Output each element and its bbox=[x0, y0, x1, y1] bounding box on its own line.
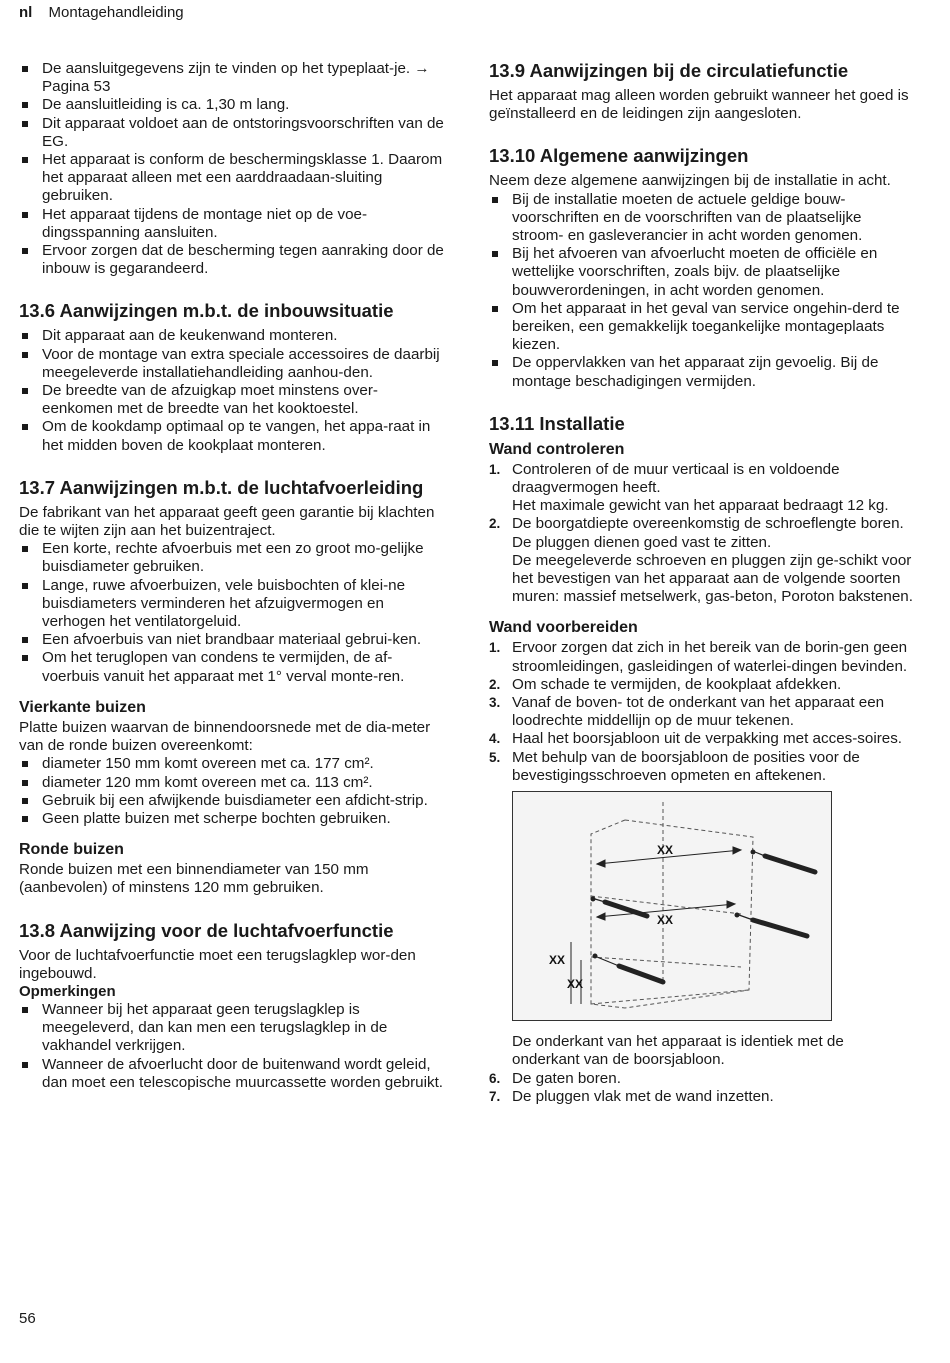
list-item: Bij de installatie moeten de actuele geldige bouw-voorschriften en de voorschriften van de plaatselijke stroom- en gasleverancier in acht worden genomen. bbox=[489, 191, 914, 246]
document-title: Montagehandleiding bbox=[48, 4, 184, 21]
list-item: Een korte, rechte afvoerbuis met een zo groot mo-gelijke buisdiameter gebruiken. bbox=[19, 540, 447, 576]
step-item bbox=[489, 1070, 914, 1088]
dimension-label: XX bbox=[657, 913, 674, 928]
step-text: De boorgatdiepte overeenkomstig de schroeflengte boren. bbox=[512, 515, 904, 533]
drill-template-drawing bbox=[513, 792, 831, 1020]
paragraph: Voor de luchtafvoerfunctie moet een terugslagklep wor-den ingebouwd. bbox=[19, 946, 416, 982]
list-item: Bij het afvoeren van afvoerlucht moeten de officiële en wettelijke voorschriften, zoals bijv. de plaatselijke bouwverordeningen, in acht worden genomen. bbox=[489, 245, 914, 300]
steps-wand-controleren bbox=[489, 461, 914, 607]
list-item: Om het apparaat in het geval van service ongehin-derd te bereiken, een gemakkelijk toegankelijke montageplaats kiezen. bbox=[489, 300, 914, 355]
list-item: Het apparaat is conform de beschermingsklasse 1. Daarom het apparaat alleen met een aarddraadaan-sluiting gebruiken. bbox=[19, 151, 447, 206]
step-text: De pluggen vlak met de wand inzetten. bbox=[512, 1087, 774, 1105]
step-note: Het maximale gewicht van het apparaat bedraagt 12 kg. bbox=[512, 497, 889, 515]
dimension-label: XX bbox=[657, 843, 674, 858]
subheading-wand-controleren: Wand controleren bbox=[489, 440, 625, 458]
left-column bbox=[19, 60, 447, 1092]
step-text: Ervoor zorgen dat zich in het bereik van de borin-gen geen stroomleidingen, gasleidingen of waterlei-dingen bevinden. bbox=[512, 639, 908, 675]
step-item bbox=[489, 730, 914, 748]
step-text: Met behulp van de boorsjabloon de posities voor de bevestigingsschroeven opmeten en aftekenen. bbox=[512, 748, 860, 784]
list-item: Geen platte buizen met scherpe bochten gebruiken. bbox=[19, 810, 447, 828]
list-item: diameter 150 mm komt overeen met ca. 177 cm². bbox=[19, 755, 447, 773]
step-text: Haal het boorsjabloon uit de verpakking met acces-soires. bbox=[512, 730, 903, 748]
steps-after-figure bbox=[489, 1070, 914, 1106]
bullet-list-13-8 bbox=[19, 1001, 447, 1092]
list-item: Wanneer bij het apparaat geen terugslagklep is meegeleverd, dan kan men een terugslagklep in de vakhandel verkrijgen. bbox=[19, 1001, 447, 1056]
step-item bbox=[489, 639, 914, 675]
subheading-wand-voorbereiden: Wand voorbereiden bbox=[489, 619, 638, 637]
step-item bbox=[489, 749, 914, 785]
step-item bbox=[489, 694, 914, 730]
right-column bbox=[489, 60, 914, 1106]
figure-caption: De onderkant van het apparaat is identiek met de onderkant van de boorsjabloon. bbox=[512, 1033, 844, 1069]
paragraph: De fabrikant van het apparaat geeft geen garantie bij klachten die te wijten zijn aan het buizentraject. bbox=[19, 503, 435, 540]
step-number: 3. bbox=[489, 695, 501, 711]
steps-wand-voorbereiden bbox=[489, 639, 914, 785]
list-item: Dit apparaat aan de keukenwand monteren. bbox=[19, 327, 447, 345]
subheading-ronde-buizen: Ronde buizen bbox=[19, 841, 124, 859]
step-number: 6. bbox=[489, 1070, 501, 1086]
subheading-vierkante-buizen: Vierkante buizen bbox=[19, 698, 146, 716]
list-item: De oppervlakken van het apparaat zijn gevoelig. Bij de montage beschadigingen vermijden. bbox=[489, 354, 914, 390]
paragraph: Platte buizen waarvan de binnendoorsnede met de dia-meter van de ronde buizen overeenkomt: bbox=[19, 718, 431, 755]
list-item: diameter 120 mm komt overeen met ca. 113 cm². bbox=[19, 774, 447, 792]
section-heading-13-8: 13.8 Aanwijzing voor de luchtafvoerfunctie bbox=[19, 919, 394, 941]
step-number: 7. bbox=[489, 1088, 501, 1104]
list-item: De breedte van de afzuigkap moet minstens over-eenkomen met de breedte van het kooktoestel. bbox=[19, 382, 447, 418]
step-number: 5. bbox=[489, 749, 501, 765]
step-text: De gaten boren. bbox=[512, 1069, 621, 1087]
step-note: De pluggen dienen goed vast te zitten. bbox=[512, 533, 772, 551]
list-item: De aansluitgegevens zijn te vinden op het typeplaat-je. → Pagina 53 bbox=[19, 60, 447, 96]
list-item: Om het teruglopen van condens te vermijden, de af-voerbuis vanuit het apparaat met 1° verval monte-ren. bbox=[19, 649, 447, 685]
step-number: 4. bbox=[489, 731, 501, 747]
paragraph: Ronde buizen met een binnendiameter van 150 mm (aanbevolen) of minstens 120 mm gebruiken. bbox=[19, 861, 369, 897]
bullet-list-13-7 bbox=[19, 540, 447, 686]
bullet-list-vierkante-buizen bbox=[19, 755, 447, 828]
step-text: Vanaf de boven- tot de onderkant van het apparaat een loodrechte middellijn op de muur tekenen. bbox=[512, 694, 885, 730]
step-text: Om schade te vermijden, de kookplaat afdekken. bbox=[512, 675, 842, 693]
list-item: Dit apparaat voldoet aan de ontstoringsvoorschriften van de EG. bbox=[19, 115, 447, 151]
drilling-template-illustration bbox=[512, 791, 832, 1021]
intro-bullet-list bbox=[19, 60, 447, 278]
section-heading-13-9: 13.9 Aanwijzingen bij de circulatiefunctie bbox=[489, 60, 849, 81]
paragraph: Het apparaat mag alleen worden gebruikt wanneer het goed is geïnstalleerd en de leidingen zijn aangesloten. bbox=[489, 87, 909, 123]
section-heading-13-10: 13.10 Algemene aanwijzingen bbox=[489, 145, 749, 167]
step-number: 1. bbox=[489, 461, 501, 477]
step-item bbox=[489, 1088, 914, 1106]
section-heading-13-6: 13.6 Aanwijzingen m.b.t. de inbouwsituatie bbox=[19, 300, 394, 322]
step-note: De meegeleverde schroeven en pluggen zijn ge-schikt voor het bevestigen van het apparaat aan de volgende soorten muren: massief metselwerk, gas-beton, Poroton bakstenen. bbox=[512, 551, 913, 606]
list-item: Om de kookdamp optimaal op te vangen, het appa-raat in het midden boven de kookplaat monteren. bbox=[19, 418, 447, 454]
step-number: 2. bbox=[489, 676, 501, 692]
section-heading-13-11: 13.11 Installatie bbox=[489, 412, 625, 434]
step-item bbox=[489, 461, 914, 516]
paragraph: Neem deze algemene aanwijzingen bij de installatie in acht. bbox=[489, 172, 891, 190]
step-item bbox=[489, 676, 914, 694]
list-item: Een afvoerbuis van niet brandbaar materiaal gebrui-ken. bbox=[19, 631, 447, 649]
page-number: 56 bbox=[19, 1310, 36, 1327]
bullet-list-13-6 bbox=[19, 327, 447, 454]
page-header bbox=[19, 4, 184, 22]
step-number: 2. bbox=[489, 516, 501, 532]
section-heading-13-7: 13.7 Aanwijzingen m.b.t. de luchtafvoerleiding bbox=[19, 476, 424, 498]
list-item: Ervoor zorgen dat de bescherming tegen aanraking door de inbouw is gegarandeerd. bbox=[19, 242, 447, 278]
list-item: De aansluitleiding is ca. 1,30 m lang. bbox=[19, 96, 447, 114]
list-item: Wanneer de afvoerlucht door de buitenwand wordt geleid, dan moet een telescopische muurcassette worden gebruikt. bbox=[19, 1056, 447, 1092]
list-item: Het apparaat tijdens de montage niet op de voe-dingsspanning aansluiten. bbox=[19, 206, 447, 242]
list-item: Voor de montage van extra speciale accessoires de daarbij meegeleverde installatiehandleiding aanhou-den. bbox=[19, 346, 447, 382]
list-item: Gebruik bij een afwijkende buisdiameter een afdicht-strip. bbox=[19, 792, 447, 810]
dimension-label: XX bbox=[549, 953, 566, 968]
language-code: nl bbox=[19, 4, 33, 21]
dimension-label: XX bbox=[567, 977, 584, 992]
step-text: Controleren of de muur verticaal is en voldoende draagvermogen heeft. bbox=[512, 460, 840, 497]
list-item: Lange, ruwe afvoerbuizen, vele buisbochten of klei-ne buisdiameters verminderen het afzuigvermogen en verhogen het ventilatorgeluid. bbox=[19, 577, 447, 632]
step-item bbox=[489, 515, 914, 606]
step-number: 1. bbox=[489, 640, 501, 656]
notes-heading: Opmerkingen bbox=[19, 982, 116, 1000]
bullet-list-13-10 bbox=[489, 191, 914, 391]
